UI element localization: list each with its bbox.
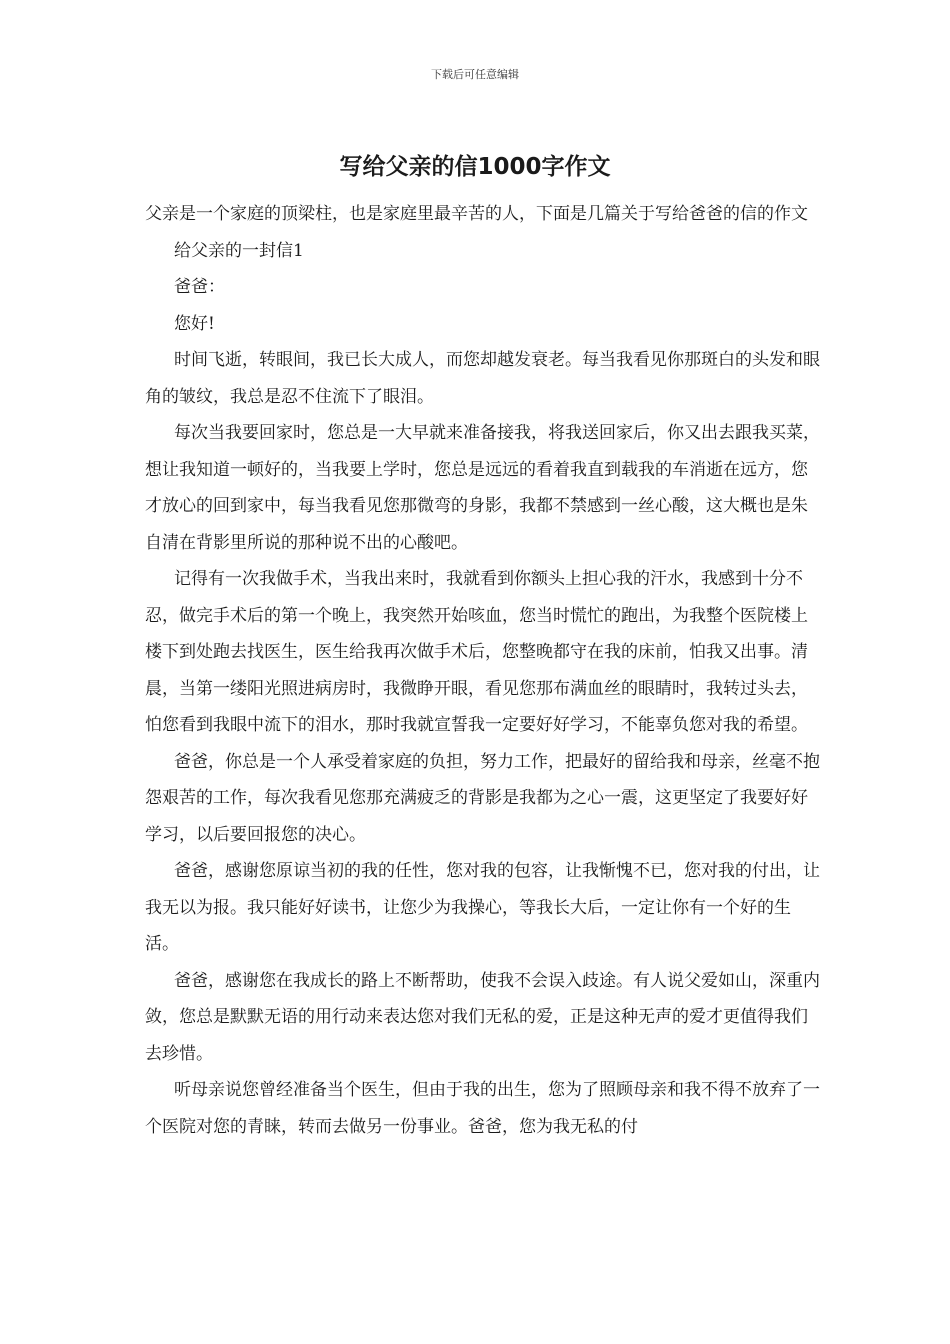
page-title: 写给父亲的信1000字作文	[339, 154, 611, 180]
paragraph: 爸爸，你总是一个人承受着家庭的负担，努力工作，把最好的留给我和母亲，丝毫不抱怨艰苦的工作，每次我看见您那充满疲乏的背影是我都为之心一震，这更坚定了我要好好学习，以后要回报您的决心。	[145, 751, 820, 845]
paragraph: 记得有一次我做手术，当我出来时，我就看到你额头上担心我的汗水，我感到十分不忍，做完手术后的第一个晚上，我突然开始咳血，您当时慌忙的跑出，为我整个医院楼上楼下到处跑去找医生，医生给我再次做手术后，您整晚都守在我的床前，怕我又出事。清晨，当第一缕阳光照进病房时，我微睁开眼，看见您那布满血丝的眼睛时，我转过头去，怕您看到我眼中流下的泪水，那时我就宣誓我一定要好好学习，不能辜负您对我的希望。	[145, 569, 808, 735]
paragraph: 听母亲说您曾经准备当个医生，但由于我的出生，您为了照顾母亲和我不得不放弃了一个医院对您的青睐，转而去做另一份事业。爸爸，您为我无私的付	[145, 1080, 820, 1137]
paragraph: 爸爸，感谢您在我成长的路上不断帮助，使我不会误入歧途。有人说父爱如山，深重内敛，您总是默默无语的用行动来表达您对我们无私的爱，正是这种无声的爱才更值得我们去珍惜。	[145, 970, 820, 1064]
paragraph: 时间飞逝，转眼间，我已长大成人，而您却越发衰老。每当我看见你那斑白的头发和眼角的皱纹，我总是忍不住流下了眼泪。	[145, 350, 820, 407]
letter-heading: 给父亲的一封信1	[174, 240, 304, 261]
article-body	[145, 196, 821, 1145]
letter-salutation: 爸爸：	[174, 277, 225, 297]
letter-greeting: 您好!	[174, 313, 215, 334]
paragraph: 每次当我要回家时，您总是一大早就来准备接我，将我送回家后，你又出去跟我买菜，想让我知道一顿好的，当我要上学时，您总是远远的看着我直到载我的车消逝在远方，您才放心的回到家中，每当我看见您那微弯的身影，我都不禁感到一丝心酸，这大概也是朱自清在背影里所说的那种说不出的心酸吧。	[145, 423, 820, 553]
intro-paragraph: 父亲是一个家庭的顶梁柱，也是家庭里最辛苦的人，下面是几篇关于写给爸爸的信的作文	[145, 204, 808, 224]
header-note: 下载后可任意编辑	[431, 68, 519, 81]
paragraph: 爸爸，感谢您原谅当初的我的任性，您对我的包容，让我惭愧不已，您对我的付出，让我无以为报。我只能好好读书，让您少为我操心，等我长大后，一定让你有一个好的生活。	[145, 861, 820, 954]
